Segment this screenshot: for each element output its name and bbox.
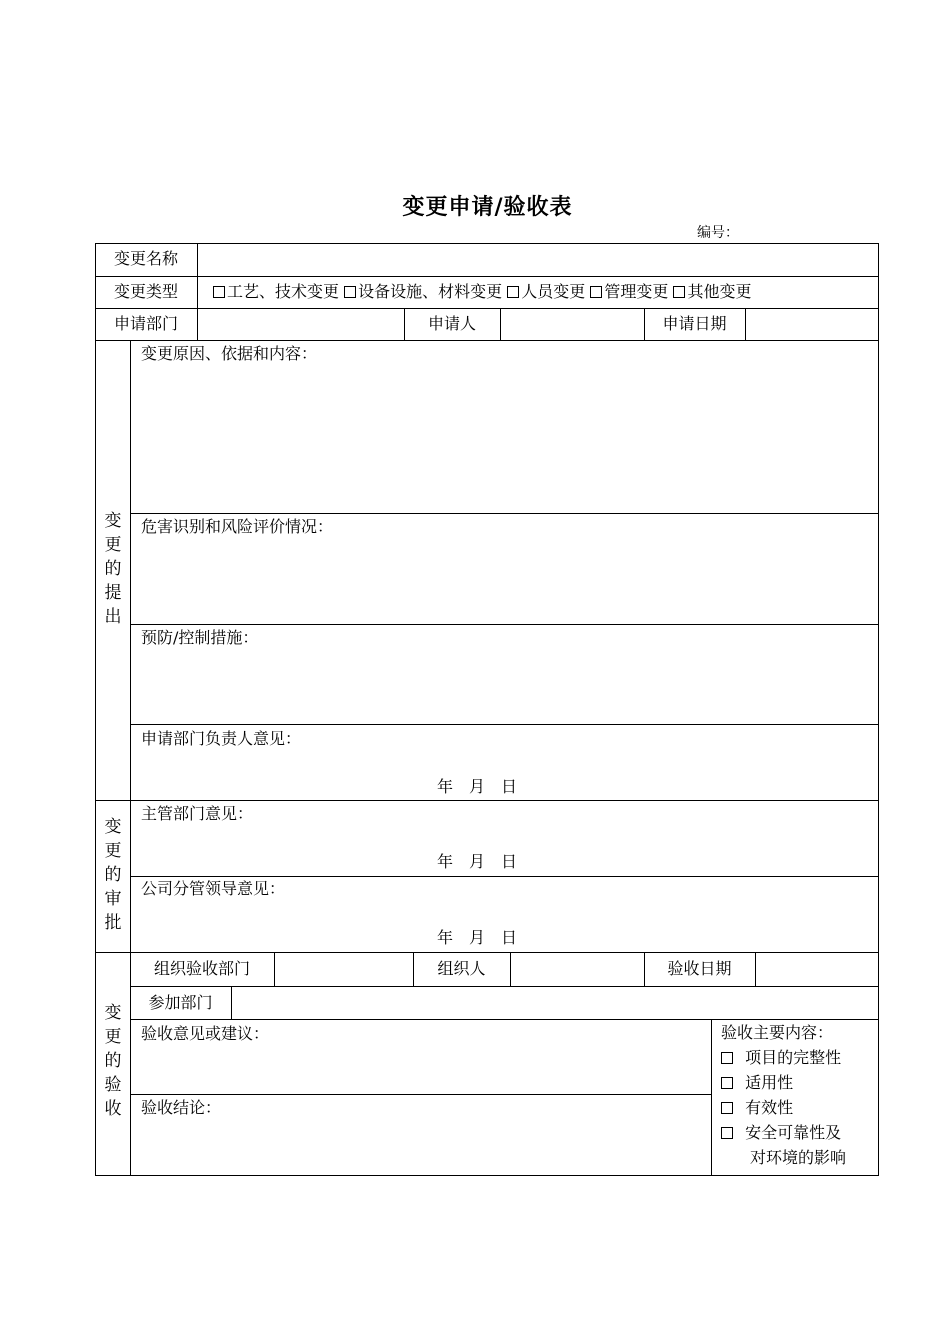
col-divider (500, 308, 501, 340)
checklist-item-applicability[interactable]: 适用性 (721, 1073, 793, 1093)
checklist-item-completeness[interactable]: 项目的完整性 (721, 1048, 841, 1068)
org-dept-field[interactable] (276, 953, 412, 986)
section-label-acceptance: 变 更 的 验 收 (104, 1003, 122, 1119)
main-content-label: 验收主要内容： (721, 1023, 834, 1042)
dept-head-date: 年 月 日 (437, 777, 518, 796)
row-divider (95, 276, 879, 277)
row-divider (130, 1019, 879, 1020)
apply-date-field[interactable] (747, 309, 877, 340)
accept-date-field[interactable] (757, 953, 877, 986)
type-option-equipment[interactable]: 设备设施、材料变更 (344, 282, 502, 301)
checkbox-icon (721, 1102, 733, 1114)
checklist-item-safety[interactable]: 安全可靠性及 (721, 1123, 841, 1143)
prevention-field[interactable] (131, 651, 877, 724)
col-divider (745, 308, 746, 340)
applicant-field[interactable] (502, 309, 643, 340)
participating-dept-field[interactable] (233, 987, 877, 1019)
row-divider (130, 876, 879, 877)
reason-label: 变更原因、依据和内容： (141, 344, 318, 363)
type-option-process[interactable]: 工艺、技术变更 (213, 282, 339, 301)
reason-field[interactable] (131, 367, 877, 513)
section-divider (95, 800, 879, 801)
prevention-label: 预防/控制措施： (141, 628, 259, 647)
checklist-item-effectiveness[interactable]: 有效性 (721, 1098, 793, 1118)
competent-dept-date: 年 月 日 (437, 852, 518, 871)
checkbox-icon (507, 286, 519, 298)
participating-dept-label: 参加部门 (148, 993, 213, 1012)
checkbox-icon (721, 1052, 733, 1064)
hazard-field[interactable] (131, 540, 877, 624)
conclusion-field[interactable] (131, 1121, 710, 1175)
change-name-field[interactable] (199, 243, 878, 276)
checkbox-icon (721, 1077, 733, 1089)
hazard-label: 危害识别和风险评价情况： (141, 517, 334, 536)
document-title: 变更申请/验收表 (402, 194, 573, 220)
apply-date-label: 申请日期 (662, 314, 727, 333)
organizer-label: 组织人 (437, 959, 486, 978)
opinion-field[interactable] (131, 1046, 710, 1094)
checkbox-icon (590, 286, 602, 298)
conclusion-label: 验收结论： (141, 1098, 222, 1117)
company-leader-date: 年 月 日 (437, 928, 518, 947)
type-option-personnel[interactable]: 人员变更 (507, 282, 585, 301)
col-divider (755, 952, 756, 986)
checkbox-icon (721, 1127, 733, 1139)
change-type-options (213, 282, 751, 302)
table-border-right (878, 243, 879, 1176)
row-divider (130, 624, 879, 625)
applicant-label: 申请人 (427, 314, 476, 333)
org-dept-label: 组织验收部门 (153, 959, 250, 978)
col-divider (274, 952, 275, 986)
section-label-proposal: 变 更 的 提 出 (104, 511, 122, 627)
col-divider (510, 952, 511, 986)
checklist-item-safety-cont: 对环境的影响 (750, 1148, 847, 1167)
checkbox-icon (344, 286, 356, 298)
apply-dept-field[interactable] (199, 309, 403, 340)
accept-date-label: 验收日期 (667, 959, 732, 978)
dept-head-label: 申请部门负责人意见： (141, 729, 302, 748)
col-divider (197, 243, 198, 340)
organizer-field[interactable] (512, 953, 643, 986)
company-leader-label: 公司分管领导意见： (141, 879, 286, 898)
opinion-label: 验收意见或建议： (141, 1024, 270, 1043)
apply-dept-label: 申请部门 (113, 314, 178, 333)
form-table (95, 243, 879, 1176)
change-type-label: 变更类型 (113, 282, 178, 301)
change-name-label: 变更名称 (113, 249, 178, 268)
type-option-management[interactable]: 管理变更 (590, 282, 668, 301)
row-divider (130, 1094, 712, 1095)
col-divider (711, 1019, 712, 1176)
checkbox-icon (673, 286, 685, 298)
table-border-bottom (95, 1175, 879, 1176)
type-option-other[interactable]: 其他变更 (673, 282, 751, 301)
row-divider (130, 513, 879, 514)
col-divider (231, 986, 232, 1019)
section-label-approval: 变 更 的 审 批 (104, 817, 122, 933)
row-divider (130, 724, 879, 725)
serial-number-label: 编号： (697, 225, 739, 241)
competent-dept-label: 主管部门意见： (141, 804, 254, 823)
row-divider (95, 340, 879, 341)
checkbox-icon (213, 286, 225, 298)
